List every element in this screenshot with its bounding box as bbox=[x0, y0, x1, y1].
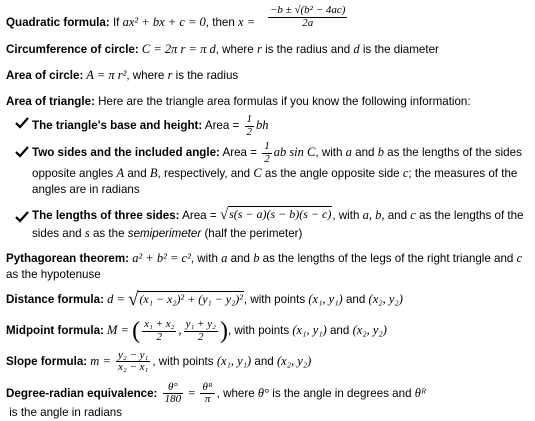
two-sides-var-c: c bbox=[402, 166, 409, 181]
distance-text-1: , with points bbox=[243, 292, 309, 306]
two-sides-text-2: , with bbox=[315, 146, 346, 160]
base-height-denominator: 2 bbox=[246, 125, 253, 138]
triangle-bullet-three-sides bbox=[6, 206, 529, 242]
quadratic-text-1: If bbox=[109, 16, 123, 29]
midpoint-formula: Midpoint formula: M = ( $\frac{\text{x₁ + x₂}}{2}$ , $\frac{\text{y₁ + y₂}}{2}$ ), with points (x₁, y₁) and (x₂, y₂) bbox=[6, 318, 387, 345]
circumference-var-r: r bbox=[256, 42, 262, 56]
pythagorean-label: Pythagorean theorem: bbox=[6, 252, 130, 266]
degree-radian-var-deg: θ° bbox=[257, 385, 270, 400]
three-sides-var-c: c bbox=[410, 207, 416, 222]
slope-numerator: y₂ − y₁ bbox=[118, 348, 149, 361]
distance-lhs: d = bbox=[103, 291, 128, 306]
quadratic-numerator: −b ± √(b² − 4ac) bbox=[270, 4, 346, 16]
slope-fraction bbox=[116, 350, 150, 374]
two-sides-label: Two sides and the included angle: bbox=[32, 146, 220, 160]
midpoint-y-fraction bbox=[184, 319, 218, 343]
check-icon bbox=[15, 117, 29, 129]
two-sides-text-8: ; the measures of the angles are in radians bbox=[32, 167, 518, 196]
midpoint-x-denominator: 2 bbox=[156, 331, 163, 344]
two-sides-text-6: , respectively, and bbox=[157, 167, 254, 181]
pythagorean-text-4: as the hypotenuse bbox=[6, 267, 101, 281]
three-sides-text-2: , with bbox=[332, 208, 363, 222]
pythagorean-var-c: c bbox=[516, 251, 523, 266]
midpoint-y-numerator: y₁ + y₂ bbox=[185, 318, 216, 331]
area-circle-text-2: is the radius bbox=[172, 69, 239, 83]
three-sides-semiperimeter: semiperimeter bbox=[127, 227, 202, 241]
quadratic-formula bbox=[6, 3, 529, 41]
degree-radian-label: Degree-radian equivalence: bbox=[6, 386, 158, 400]
circumference-text-3: is the diameter bbox=[359, 43, 439, 56]
midpoint-text-1: , with points bbox=[227, 324, 293, 338]
area-circle-text-1: , where bbox=[126, 69, 168, 83]
degree-radian-text-2: is the angle in degrees and bbox=[269, 386, 415, 400]
base-height-label: The triangle's base and height: bbox=[32, 119, 203, 133]
check-icon bbox=[15, 211, 29, 223]
circumference-text-2: is the radius and bbox=[261, 43, 354, 56]
area-circle-formula bbox=[6, 68, 529, 82]
two-sides-denominator: 2 bbox=[264, 152, 270, 165]
degree-fraction bbox=[163, 382, 184, 406]
degree-radian-equivalence bbox=[6, 382, 529, 419]
circumference-expression: C = 2π r = π d bbox=[138, 42, 216, 56]
slope-text-2: and bbox=[251, 354, 277, 368]
slope-formula bbox=[6, 350, 529, 374]
distance-point-2: (x₂, y₂) bbox=[368, 291, 403, 306]
three-sides-text-5: as the bbox=[89, 227, 128, 241]
triangle-intro bbox=[6, 95, 529, 108]
three-sides-var-s: s bbox=[84, 226, 90, 241]
pythagorean-var-a: a bbox=[221, 251, 228, 266]
degree-numerator: θ° bbox=[163, 382, 184, 395]
radian-denominator: π bbox=[204, 393, 211, 406]
heron-radical: √s(s − a)(s − b)(s − c) bbox=[219, 206, 332, 223]
degree-radian-text-1: , where bbox=[216, 386, 258, 400]
slope-label: Slope formula: bbox=[6, 354, 88, 368]
two-sides-text-3: and bbox=[351, 146, 378, 160]
slope-denominator: x₂ − x₁ bbox=[118, 361, 149, 374]
two-sides-var-C: C bbox=[253, 166, 262, 181]
two-sides-var-a: a bbox=[345, 145, 352, 160]
midpoint-y-denominator: 2 bbox=[198, 331, 204, 344]
pythagorean-theorem bbox=[6, 250, 529, 281]
radian-fraction bbox=[200, 382, 214, 406]
distance-point-1: (x₁, y₁) bbox=[308, 291, 343, 306]
circumference-text-1: , where bbox=[215, 43, 257, 56]
two-sides-numerator: 1 bbox=[264, 140, 270, 153]
three-sides-text-1: Area = bbox=[179, 208, 220, 222]
distance-text-2: and bbox=[342, 292, 369, 306]
degree-radian-var-rad: θᴿ bbox=[414, 385, 427, 400]
triangle-bullet-base-height bbox=[6, 114, 529, 138]
three-sides-text-3: and bbox=[384, 208, 411, 222]
slope-point-1: (x₁, y₁) bbox=[216, 353, 252, 368]
quadratic-text-2: , then bbox=[205, 16, 239, 29]
quadratic-condition: ax² + bx + c = 0 bbox=[122, 15, 206, 29]
two-sides-var-B: B bbox=[149, 166, 158, 181]
circumference-formula bbox=[6, 42, 529, 56]
distance-label: Distance formula: bbox=[6, 292, 104, 306]
slope-point-2: (x₂, y₂) bbox=[276, 353, 312, 368]
three-sides-vars-ab: a, b, bbox=[362, 207, 385, 222]
midpoint-point-2: (x₂, y₂) bbox=[352, 323, 387, 338]
base-height-numerator: 1 bbox=[246, 113, 253, 126]
three-sides-text-6: (half the perimeter) bbox=[201, 227, 303, 241]
radian-numerator: θᴿ bbox=[202, 380, 213, 393]
midpoint-label: Midpoint formula: bbox=[6, 324, 104, 338]
distance-radical: √(x₁ − x₂)² + (y₁ − y₂)² bbox=[128, 288, 243, 310]
area-circle-var-r: r bbox=[167, 68, 173, 83]
base-height-rest: bh bbox=[256, 118, 269, 133]
degree-radian-equals: = bbox=[185, 385, 199, 400]
midpoint-x-numerator: x₁ + x₂ bbox=[144, 318, 175, 331]
pythagorean-text-3: as the lengths of the legs of the right triangle and bbox=[259, 252, 517, 266]
area-circle-label: Area of circle: bbox=[6, 69, 84, 83]
two-sides-rest: ab sin C bbox=[273, 145, 316, 160]
check-icon bbox=[15, 146, 29, 158]
midpoint-lhs: M = bbox=[103, 323, 133, 338]
two-sides-fraction bbox=[262, 141, 272, 165]
circumference-label: Circumference of circle: bbox=[6, 43, 139, 56]
quadratic-denominator: 2a bbox=[302, 16, 314, 29]
triangle-label: Area of triangle: bbox=[6, 94, 95, 108]
pythagorean-text-2: and bbox=[227, 252, 254, 266]
pythagorean-expression: a² + b² = c² bbox=[129, 251, 191, 266]
distance-formula bbox=[6, 289, 529, 311]
two-sides-text-7: as the angle opposite side bbox=[261, 167, 403, 181]
pythagorean-var-b: b bbox=[253, 251, 260, 266]
slope-text-1: , with points bbox=[152, 354, 217, 368]
two-sides-text-5: and bbox=[124, 167, 150, 181]
midpoint-point-1: (x₁, y₁) bbox=[292, 323, 327, 338]
distance-radicand: (x₁ − x₂)² + (y₁ − y₂)² bbox=[139, 291, 243, 306]
quadratic-lhs: x = bbox=[238, 15, 256, 29]
base-height-fraction bbox=[245, 114, 255, 138]
two-sides-var-b: b bbox=[377, 145, 384, 160]
two-sides-var-A: A bbox=[116, 166, 125, 181]
heron-radicand: s(s − a)(s − b)(s − c) bbox=[229, 207, 332, 222]
quadratic-fraction bbox=[268, 5, 347, 29]
midpoint-text-2: and bbox=[326, 324, 353, 338]
area-circle-expression: A = π r² bbox=[83, 68, 127, 83]
two-sides-text-4: as the lengths of the sides opposite angles bbox=[32, 146, 522, 181]
degree-denominator: 180 bbox=[164, 393, 182, 406]
slope-lhs: m = bbox=[87, 353, 115, 368]
degree-radian-text-3: is the angle in radians bbox=[6, 405, 123, 419]
midpoint-x-fraction bbox=[142, 319, 176, 343]
base-height-text-1: Area = bbox=[202, 119, 243, 133]
pythagorean-text-1: , with bbox=[190, 252, 222, 266]
quadratic-label: Quadratic formula: bbox=[6, 16, 110, 29]
triangle-intro-text: Here are the triangle area formulas if you know the following information: bbox=[94, 94, 471, 108]
two-sides-text-1: Area = bbox=[219, 146, 261, 160]
triangle-bullet-two-sides bbox=[6, 141, 529, 196]
three-sides-label: The lengths of three sides: bbox=[32, 208, 180, 222]
three-sides-text-4: as the lengths of the sides and bbox=[32, 208, 524, 241]
circumference-var-d: d bbox=[353, 42, 360, 56]
